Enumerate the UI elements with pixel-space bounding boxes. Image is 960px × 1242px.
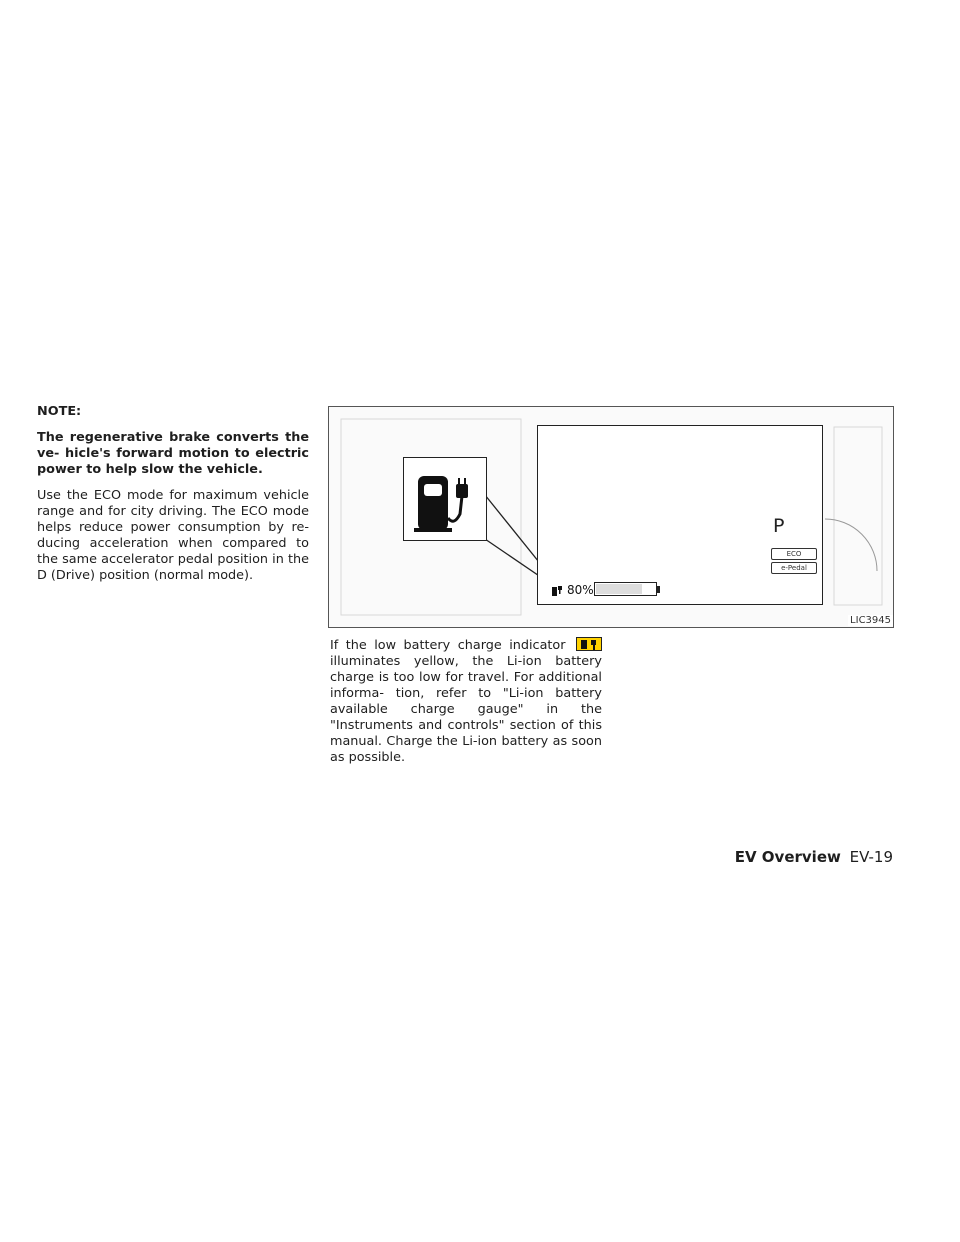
right-column	[330, 637, 602, 766]
note-text: The regenerative brake converts the ve- hicle's forward motion to electric power to help slow the vehicle.	[37, 430, 309, 477]
left-column	[37, 404, 309, 584]
indicator-lead-text: If the low battery charge indicator	[330, 638, 566, 653]
low-battery-indicator-icon	[576, 637, 602, 651]
charge-bar-cap	[657, 586, 660, 593]
low-battery-callout	[403, 457, 487, 541]
page-footer	[735, 848, 893, 866]
charging-station-icon	[404, 458, 488, 542]
indicator-body-text: illuminates yellow, the Li-ion battery charge is too low for travel. For additional informa- tion, refer to "Li-ion battery available charge gauge" in the "Instruments and controls" section of this manual. Charge the Li-ion battery as soon as possible.	[330, 654, 602, 765]
charge-percent: 80%	[567, 583, 594, 597]
footer-section-title: EV Overview	[734, 848, 841, 866]
charge-bar	[594, 582, 657, 596]
e-pedal-label: e-Pedal	[771, 562, 817, 574]
eco-mode-paragraph: Use the ECO mode for maximum vehicle range and for city driving. The ECO mode helps reduce power consumption by re- ducing acceleration when compared to the same accelerator pedal position in the D (Drive) position (normal mode).	[37, 488, 309, 583]
meter-illustration	[328, 406, 894, 628]
charge-bar-fill	[596, 584, 642, 594]
battery-small-icon	[552, 585, 563, 596]
figure-code: LIC3945	[850, 615, 891, 626]
eco-mode-label: ECO	[771, 548, 817, 560]
page-number: EV-19	[849, 848, 893, 866]
note-heading: NOTE:	[37, 404, 82, 419]
gear-indicator: P	[773, 515, 785, 537]
